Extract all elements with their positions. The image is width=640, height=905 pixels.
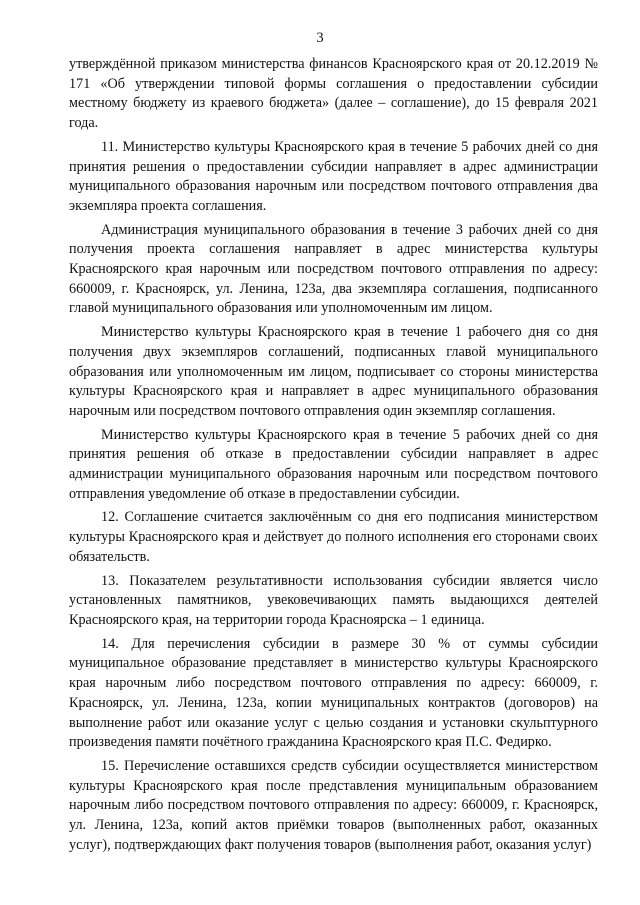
paragraph-5: Министерство культуры Красноярского края в течение 5 рабочих дней со дня принятия решения об отказе в предоставлении субсидии направляет в адрес администрации муниципального образования нарочным или посредством почтового отправления уведомление об отказе в предоставлении субсидии. — [69, 426, 598, 502]
page-number: 3 — [316, 30, 324, 46]
paragraph-2: 11. Министерство культуры Красноярского края в течение 5 рабочих дней со дня принятия решения о предоставлении субсидии направляет в адрес администрации муниципального образования нарочным или посредством почтового отправления два экземпляра проекта соглашения. — [69, 138, 598, 214]
paragraph-6: 12. Соглашение считается заключённым со дня его подписания министерством культуры Красноярского края и действует до полного исполнения его сторонами своих обязательств. — [69, 509, 598, 565]
paragraph-9: 15. Перечисление оставшихся средств субсидии осуществляется министерством культуры Красноярского края после представления муниципальным образованием нарочным либо посредством почтового отправления по адресу: 660009, г. Красноярск, ул. Ленина, 123а, копий актов приёмки товаров (выполненных работ, оказанных услуг), подтверждающих факт получения товаров (выполнения работ, оказания услуг) — [69, 757, 598, 853]
paragraph-4: Министерство культуры Красноярского края в течение 1 рабочего дня со дня получения двух экземпляров соглашений, подписанных главой муниципального образования или уполномоченным им лицом, подписывает со стороны министерства культуры Красноярского края и направляет в адрес муниципального образования нарочным или посредством почтового отправления один экземпляр соглашения. — [69, 324, 598, 419]
document-body — [69, 55, 598, 859]
paragraph-7: 13. Показателем результативности использования субсидии является число установленных памятников, увековечивающих память выдающихся деятелей Красноярского края, на территории города Красноярска – 1 единица. — [69, 572, 598, 628]
paragraph-3: Администрация муниципального образования в течение 3 рабочих дней со дня получения проекта соглашения направляет в адрес министерства культуры Красноярского края нарочным или посредством почтового отправления по адресу: 660009, г. Красноярск, ул. Ленина, 123а, два экземпляра соглашения, подписанного главой муниципального образования или уполномоченным им лицом. — [69, 221, 598, 317]
paragraph-8: 14. Для перечисления субсидии в размере 30 % от суммы субсидии муниципальное образование представляет в министерство культуры Красноярского края нарочным либо посредством почтового отправления по адресу: 660009, г. Красноярск, ул. Ленина, 123а, копии муниципальных контрактов (договоров) на выполнение работ или оказание услуг с целью создания и установки скульптурного произведения памяти почётного гражданина Красноярского края П.С. Федирко. — [69, 635, 598, 751]
paragraph-1: утверждённой приказом министерства финансов Красноярского края от 20.12.2019 № 171 «Об утверждении типовой формы соглашения о предоставлении субсидии местному бюджету из краевого бюджета» (далее – соглашение), до 15 февраля 2021 года. — [69, 56, 598, 132]
